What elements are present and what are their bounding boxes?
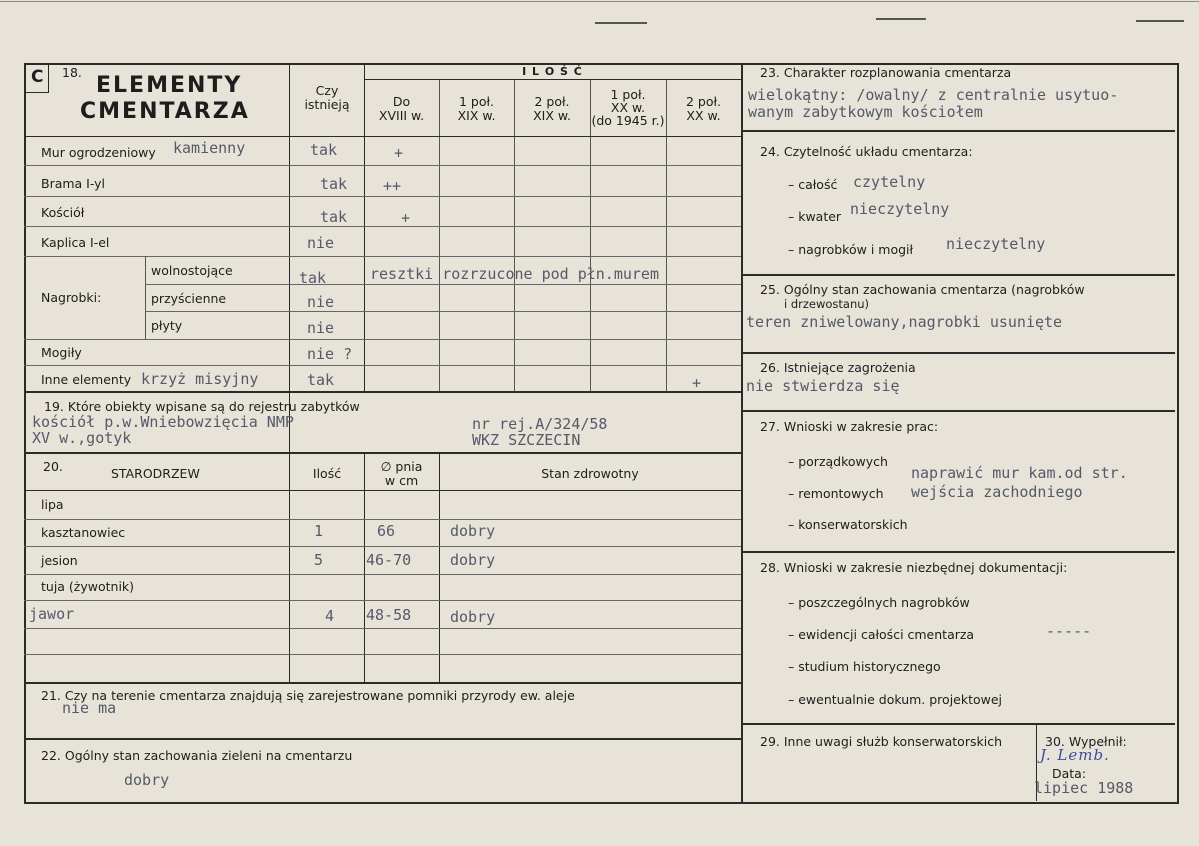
section-24-value: nieczytelny [850,200,950,218]
row-label-kaplica: Kaplica I-el [41,235,110,250]
panel-divider [741,63,743,802]
period-line: XX w. [686,108,721,123]
period-line: XX w. [610,100,646,115]
tree-qty: 5 [314,551,324,569]
tree-jesion: jesion [41,553,78,568]
section-19-label: 19. Które obiekty wpisane są do rejestru zabytków [44,399,360,414]
section-30-signature: J. Lemb. [1040,746,1110,764]
tree-state: dobry [450,608,496,626]
section-21-label: 21. Czy na terenie cmentarza znajdują się zarejestrowane pomniki przyrody ew. aleje [41,688,575,703]
period-header [666,95,741,123]
section-rule [24,452,741,454]
row-rule [24,628,741,629]
section-18-title-2: CMENTARZA [80,99,250,124]
row-label-mur: Mur ogrodzeniowy [41,145,156,160]
period-line: 2 poł. [685,94,722,109]
section-21-value: nie ma [62,699,117,717]
czy-value: tak [320,208,348,226]
period-line: XIX w. [533,108,571,123]
section-rule [741,551,1175,553]
nagrobki-rule [145,256,146,339]
period-line: XVIII w. [378,108,425,123]
czy-header-2: istnieją [304,97,350,112]
section-22-label: 22. Ogólny stan zachowania zieleni na cmentarzu [41,748,353,763]
section-23-label: 23. Charakter rozplanowania cmentarza [760,65,1012,80]
col-rule [439,452,440,683]
scan-edge [0,1,1199,2]
mur-mark: + [394,144,404,162]
section-rule [741,723,1175,725]
czy-value: nie ? [307,345,353,363]
punch-mark [595,22,647,24]
tree-qty: 4 [325,607,335,625]
czy-value: tak [299,269,327,287]
row-rule [24,256,741,257]
ilosc-header: I L O Ś Ć [522,65,583,78]
row-rule [24,365,741,366]
tree-name: jawor [29,605,75,623]
period-header [590,88,666,127]
section-27-label: 27. Wnioski w zakresie prac: [760,419,939,434]
row-rule [24,339,741,340]
inne-mark: + [692,374,702,392]
section-28-item: – ewidencji całości cmentarza [788,627,975,642]
row-rule [24,165,741,166]
section-24-item: – nagrobków i mogił [788,242,914,257]
section-28-item: – ewentualnie dokum. projektowej [788,692,1003,707]
row-rule [24,490,741,491]
czy-value: tak [307,371,335,389]
row-rule [24,600,741,601]
tree-diam: 48-58 [366,606,412,624]
row-rule [24,196,741,197]
section-19-line2: XV w.,gotyk [32,429,132,447]
row-rule [24,546,741,547]
section-30-date: lipiec 1988 [1034,779,1134,797]
punch-mark [1136,20,1184,22]
section-25-value: teren zniwelowany,nagrobki usunięte [746,313,1063,331]
col-ilosc: Ilość [312,466,342,481]
row-rule [145,311,741,312]
period-header [364,95,439,123]
tree-tuja: tuja (żywotnik) [41,579,135,594]
col-stan: Stan zdrowotny [541,466,639,481]
section-24-label: 24. Czytelność układu cmentarza: [760,144,973,159]
period-line: Do [392,94,411,109]
czy-header-1: Czy [315,83,339,98]
row-label-brama: Brama I-yl [41,176,106,191]
row-rule [145,284,741,285]
section-rule [741,130,1175,132]
section-rule [24,391,741,393]
section-rule [24,682,741,684]
czy-value: nie [307,319,335,337]
row-label-wolnostojace: wolnostojące [151,263,233,278]
col-pnia [364,460,439,488]
section-rule [24,738,741,740]
row-rule [24,519,741,520]
section-20-title: STARODRZEW [111,466,200,481]
row-label-inne: Inne elementy [41,372,132,387]
ilosc-rule [364,79,741,80]
col-rule [666,79,667,391]
row-rule [24,136,741,137]
row-label-nagrobki: Nagrobki: [41,290,102,305]
section-24-value: nieczytelny [946,235,1046,253]
czy-value: tak [310,141,338,159]
section-19-line1: kościół p.w.Wniebowzięcia NMP [32,413,294,431]
period-line: (do 1945 r.) [591,113,665,128]
section-28-label: 28. Wnioski w zakresie niezbędnej dokumentacji: [760,560,1068,575]
tree-state: dobry [450,551,496,569]
section-25-label-2: i drzewostanu) [784,297,870,311]
col-pnia-2: w cm [384,473,419,488]
section-27-value-1: naprawić mur kam.od str. [911,464,1128,482]
punch-mark [876,18,926,20]
row-rule [24,574,741,575]
inne-detail: krzyż misyjny [141,370,259,388]
section-28-value: ----- [1046,622,1092,640]
row-rule [24,226,741,227]
czy-value: nie [307,234,335,252]
period-line: XIX w. [457,108,496,123]
section-18-number: 18. [62,65,82,80]
section-code: C [31,67,44,87]
section-22-value: dobry [124,771,170,789]
section-27-item: – porządkowych [788,454,888,469]
row-label-przyscienne: przyścienne [151,291,227,306]
tree-diam: 66 [377,522,396,540]
period-line: 1 poł. [458,94,495,109]
section-rule [741,352,1175,354]
czy-header [290,84,364,112]
period-header [514,95,590,123]
col-pnia-1: ∅ pnia [380,459,423,474]
col-rule [514,79,515,391]
tree-lipa: lipa [41,497,64,512]
section-27-item: – remontowych [788,486,884,501]
section-30-label: 30. Wypełnił: [1045,734,1127,749]
brama-mark: ++ [383,177,402,195]
section-26-value: nie stwierdza się [746,377,900,395]
kosciol-mark: + [401,209,411,227]
period-line: 1 poł. [610,87,646,102]
section-rule [741,410,1175,412]
section-24-value: czytelny [853,173,926,191]
section-23-line2: wanym zabytkowym kościołem [748,103,983,121]
row-rule [24,654,741,655]
section-27-item: – konserwatorskich [788,517,908,532]
section-19-office: WKZ SZCZECIN [472,431,581,449]
row-label-kosciol: Kościół [41,205,85,220]
section-28-item: – poszczególnych nagrobków [788,595,970,610]
tree-qty: 1 [314,522,324,540]
mur-detail: kamienny [173,139,246,157]
section-24-item: – całość [788,177,838,192]
period-header [439,95,514,123]
col-rule [289,63,290,683]
row-label-mogily: Mogiły [41,345,82,360]
row-label-plyty: płyty [151,318,183,333]
czy-value: nie [307,293,335,311]
tree-state: dobry [450,522,496,540]
section-19-register: nr rej.A/324/58 [472,415,608,433]
section-27-value-2: wejścia zachodniego [911,483,1083,501]
tree-kasztanowiec: kasztanowiec [41,525,126,540]
section-20-number: 20. [43,459,63,474]
section-26-label: 26. Istniejące zagrożenia [760,360,916,375]
section-25-label-1: 25. Ogólny stan zachowania cmentarza (nagrobków [760,282,1085,297]
section-18-title-1: ELEMENTY [96,73,243,98]
section-23-line1: wielokątny: /owalny/ z centralnie usytuo- [748,86,1119,104]
tree-diam: 46-70 [366,551,412,569]
section-24-item: – kwater [788,209,842,224]
czy-value: tak [320,175,348,193]
period-line: 2 poł. [534,94,570,109]
nagrobki-note: resztki rozrzucone pod płn.murem [370,265,659,283]
section-28-item: – studium historycznego [788,659,941,674]
section-rule [741,274,1175,276]
section-30-date-label: Data: [1052,766,1087,781]
col-rule [439,79,440,391]
section-29-label: 29. Inne uwagi służb konserwatorskich [760,734,1002,749]
